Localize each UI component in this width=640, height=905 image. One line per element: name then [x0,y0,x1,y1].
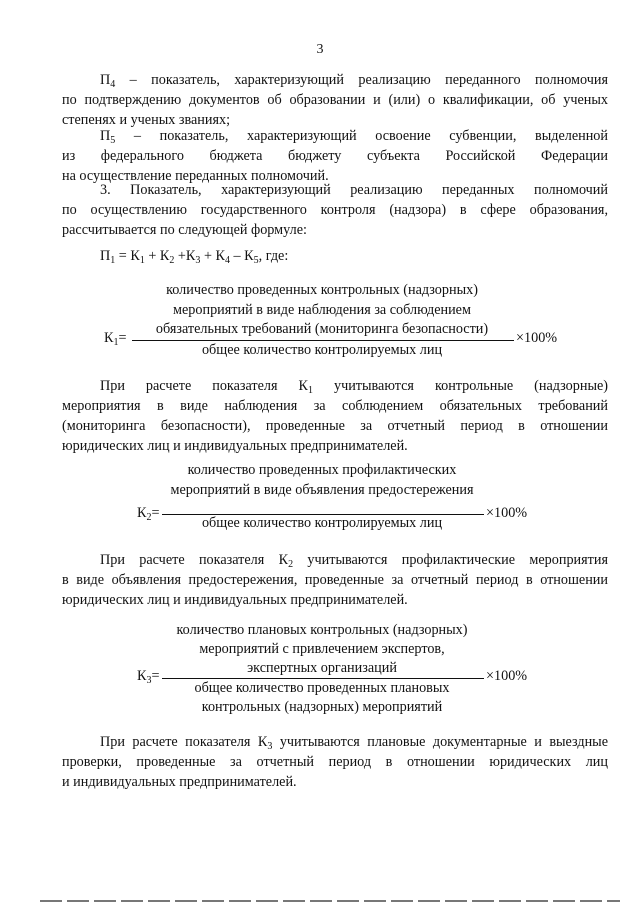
k3-fraction-bar [162,678,484,679]
k3-note-line: и индивидуальных предпринимателей. [62,774,297,790]
p4-line: $П_4$ – показатель, характеризующий реализацию переданного полномочия [100,72,608,90]
k1-note-line: юридических лиц и индивидуальных предпринимателей. [62,438,408,454]
k3-note [62,732,608,792]
section3-line: рассчитывается по следующей формуле: [62,222,307,238]
p4-line: по подтверждению документов об образовании и (или) о квалификации, об ученых [62,92,608,108]
k1-multiplier: ×100% [516,330,558,346]
k3-numerator-line: количество плановых контрольных (надзорных) [176,622,468,638]
p5-line: $П_5$ – показатель, характеризующий освоение субвенции, выделенной [100,128,608,146]
k2-numerator-line: количество проведенных профилактических [187,462,457,478]
k1-numerator-line: обязательных требований (мониторинга безопасности) [155,321,489,337]
k2-denominator: общее количество контролируемых лиц [201,515,443,531]
k2-note-line: При расчете показателя $К_2$ учитываются профилактические мероприятия [100,552,608,570]
k1-numerator-line: мероприятий в виде наблюдения за соблюдением [173,302,471,318]
k1-fraction-bar [132,340,514,341]
section3-line: 3. Показатель, характеризующий реализацию переданных полномочий [100,182,608,198]
k3-label: $К_3=$ [137,668,160,686]
k1-note [62,376,608,456]
k1-label: $К_1=$ [104,330,127,348]
k1-note-line: (мониторинга безопасности), проведенные за отчетный период в отношении [62,418,608,434]
page-number: 3 [316,42,324,57]
main-formula: $П_1 = К_1 + К_2 +К_3 + К_4 - К_5$, где: [100,248,289,266]
k1-note-line: При расчете показателя $К_1$ учитываются контрольные (надзорные) [100,378,608,396]
p5-line: из федерального бюджета бюджету субъекта Российской Федерации [62,148,608,164]
k2-multiplier: ×100% [486,505,528,521]
k2-numerator-line: мероприятий в виде объявления предостережения [170,482,474,498]
p5-paragraph [62,126,608,186]
k1-denominator: общее количество контролируемых лиц [201,342,443,358]
bottom-rule [40,900,620,902]
k3-note-line: При расчете показателя $К_3$ учитываются плановые документарные и выездные [100,734,609,752]
k3-numerator-line: мероприятий с привлечением экспертов, [199,641,445,657]
section3-line: по осуществлению государственного контроля (надзора) в сфере образования, [62,202,608,218]
k3-denominator-line: контрольных (надзорных) мероприятий [201,699,443,715]
p4-line: степенях и ученых званиях; [62,112,231,128]
k3-denominator-line: общее количество проведенных плановых [194,680,450,696]
k1-note-line: мероприятия в виде наблюдения за соблюдением обязательных требований [62,398,608,414]
k2-note-line: юридических лиц и индивидуальных предпринимателей. [62,592,408,608]
k2-note [62,550,608,610]
k3-note-line: проверки, проведенные за отчетный период в отношении юридических лиц [62,754,608,770]
k2-label: $К_2=$ [137,505,160,523]
k3-multiplier: ×100% [486,668,528,684]
p5-line: на осуществление переданных полномочий. [62,168,329,184]
k2-note-line: в виде объявления предостережения, проведенные за отчетный период в отношении [62,572,608,588]
k1-numerator-line: количество проведенных контрольных (надзорных) [166,282,478,298]
k3-numerator-line: экспертных организаций [247,660,397,676]
p4-paragraph [62,70,608,130]
section3-paragraph [62,180,608,240]
